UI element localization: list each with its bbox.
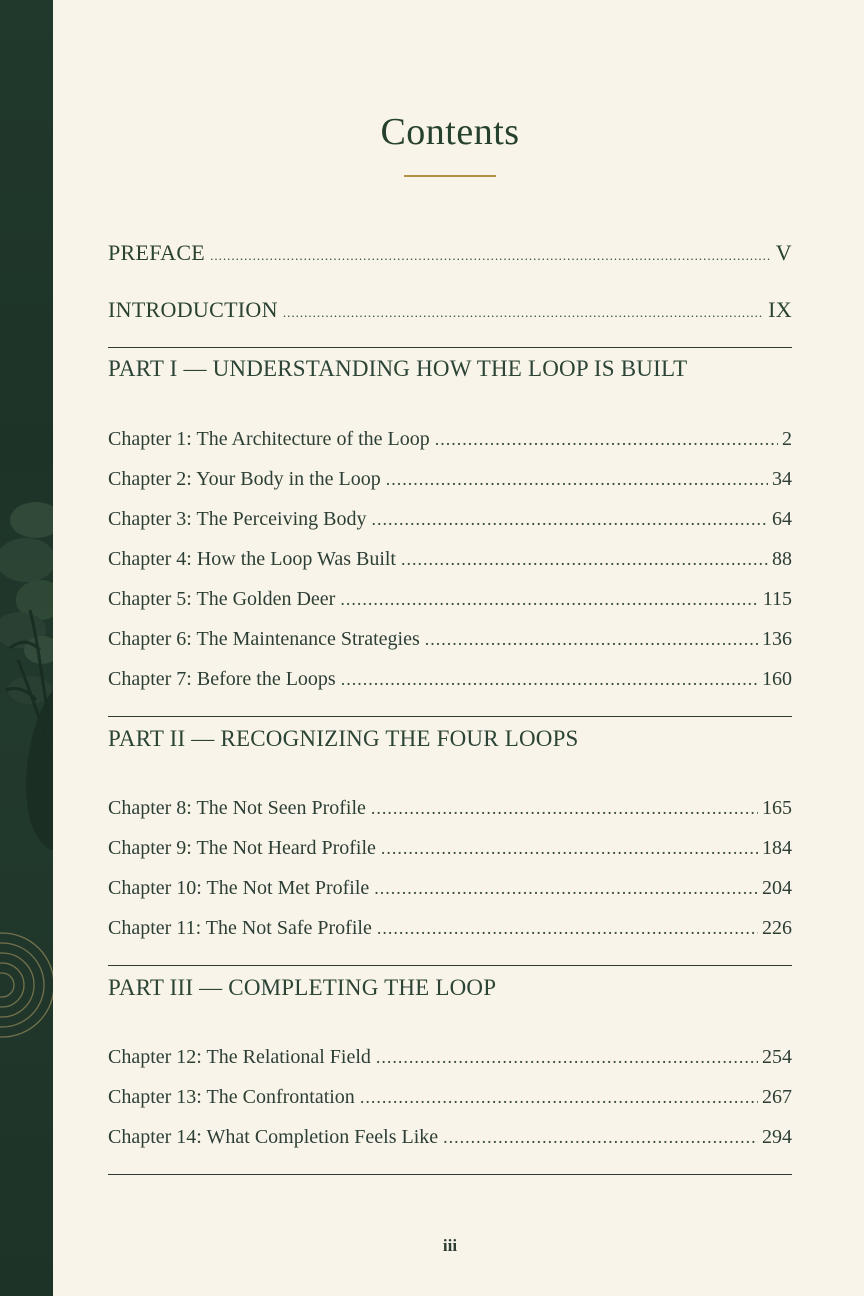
toc-entry-chapter[interactable]	[108, 1086, 792, 1109]
cover-spine	[0, 0, 53, 1296]
toc-entry-label: Chapter 12: The Relational Field	[108, 1046, 371, 1068]
toc-entry-label: Chapter 11: The Not Safe Profile	[108, 917, 372, 939]
toc-entry-page: 64	[772, 508, 792, 530]
toc-entry-introduction[interactable]	[108, 297, 792, 323]
toc-entry-page: 115	[762, 588, 792, 610]
section-divider	[108, 716, 792, 717]
toc-entry-label: Chapter 6: The Maintenance Strategies	[108, 628, 420, 650]
tree-illustration-icon	[0, 0, 53, 1296]
toc-entry-chapter[interactable]	[108, 508, 792, 531]
dot-leader	[376, 1047, 758, 1068]
toc-entry-page: 254	[762, 1046, 792, 1068]
concentric-circles-icon	[0, 933, 53, 1037]
page-number: iii	[442, 1236, 458, 1255]
dot-leader	[340, 589, 758, 610]
toc-entry-label: Chapter 13: The Confrontation	[108, 1086, 355, 1108]
toc-entry-label: Chapter 5: The Golden Deer	[108, 588, 336, 610]
toc-entry-chapter[interactable]	[108, 588, 792, 611]
toc-entry-page: 2	[782, 428, 792, 450]
toc-entry-chapter[interactable]	[108, 628, 792, 651]
dot-leader	[210, 248, 772, 264]
toc-entry-preface[interactable]	[108, 240, 792, 266]
toc-entry-chapter[interactable]	[108, 1046, 792, 1069]
toc-entry-chapter[interactable]	[108, 428, 792, 451]
dot-leader	[401, 549, 768, 570]
dot-leader	[435, 429, 778, 450]
toc-entry-page: 184	[762, 837, 792, 859]
toc-entry-chapter[interactable]	[108, 877, 792, 900]
section-divider	[108, 965, 792, 966]
toc-entry-label: Chapter 1: The Architecture of the Loop	[108, 428, 430, 450]
toc-entry-label: Chapter 3: The Perceiving Body	[108, 508, 367, 530]
toc-entry-page: IX	[768, 297, 792, 322]
toc-entry-page: 204	[762, 877, 792, 899]
part-heading: PART I — UNDERSTANDING HOW THE LOOP IS BUILT	[108, 356, 688, 381]
toc-entry-label: INTRODUCTION	[108, 297, 278, 322]
toc-entry-label: Chapter 8: The Not Seen Profile	[108, 797, 366, 819]
dot-leader	[360, 1087, 758, 1108]
dot-leader	[341, 669, 758, 690]
dot-leader	[371, 509, 768, 530]
toc-entry-chapter[interactable]	[108, 917, 792, 940]
toc-entry-page: 136	[762, 628, 792, 650]
page-title: Contents	[380, 111, 520, 153]
toc-entry-chapter[interactable]	[108, 1126, 792, 1149]
toc-entry-chapter[interactable]	[108, 468, 792, 491]
dot-leader	[377, 918, 758, 939]
dot-leader	[283, 305, 764, 321]
toc-entry-page: 160	[762, 668, 792, 690]
toc-entry-page: 267	[762, 1086, 792, 1108]
toc-entry-chapter[interactable]	[108, 668, 792, 691]
toc-entry-page: 226	[762, 917, 792, 939]
toc-entry-chapter[interactable]	[108, 548, 792, 571]
dot-leader	[425, 629, 758, 650]
toc-entry-page: 34	[772, 468, 792, 490]
toc-entry-label: PREFACE	[108, 240, 206, 265]
toc-entry-page: V	[775, 240, 792, 265]
part-heading: PART III — COMPLETING THE LOOP	[108, 975, 497, 1000]
toc-entry-page: 294	[762, 1126, 792, 1148]
dot-leader	[381, 838, 758, 859]
toc-entry-chapter[interactable]	[108, 797, 792, 820]
dot-leader	[371, 798, 758, 819]
section-divider	[108, 347, 792, 348]
toc-entry-label: Chapter 2: Your Body in the Loop	[108, 468, 381, 490]
toc-entry-page: 88	[772, 548, 792, 570]
title-underline	[404, 175, 496, 177]
toc-entry-page: 165	[762, 797, 792, 819]
toc-entry-label: Chapter 10: The Not Met Profile	[108, 877, 370, 899]
toc-entry-label: Chapter 14: What Completion Feels Like	[108, 1126, 439, 1148]
section-divider	[108, 1174, 792, 1175]
part-heading: PART II — RECOGNIZING THE FOUR LOOPS	[108, 726, 579, 751]
toc-entry-label: Chapter 9: The Not Heard Profile	[108, 837, 376, 859]
toc-entry-label: Chapter 7: Before the Loops	[108, 668, 336, 690]
dot-leader	[443, 1127, 758, 1148]
dot-leader	[374, 878, 758, 899]
toc-entry-chapter[interactable]	[108, 837, 792, 860]
toc-entry-label: Chapter 4: How the Loop Was Built	[108, 548, 396, 570]
dot-leader	[386, 469, 768, 490]
